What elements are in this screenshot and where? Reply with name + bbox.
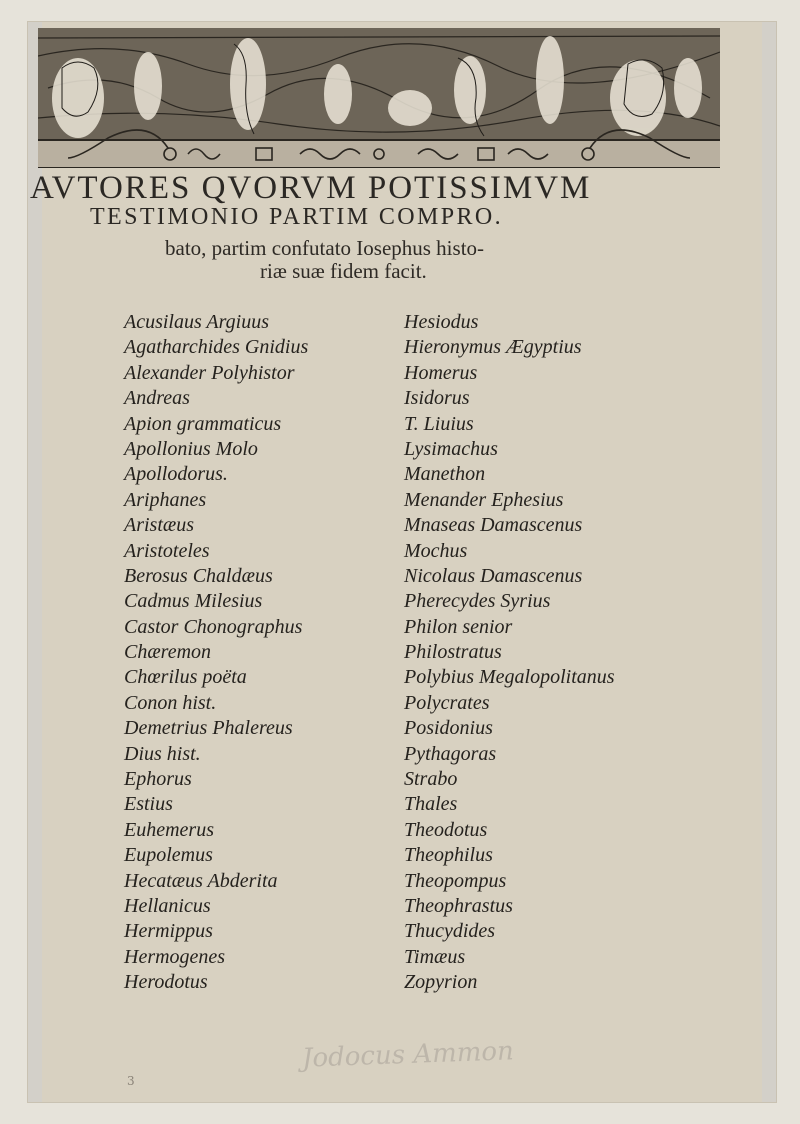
list-item: Hermogenes [124, 945, 226, 968]
list-item: Menander Ephesius [404, 488, 564, 511]
list-item: Apollodorus. [124, 463, 228, 486]
list-item: Timæus [404, 945, 466, 968]
list-item: Hieronymus Ægyptius [404, 336, 582, 359]
list-item: Polybius Megalopolitanus [404, 666, 615, 689]
list-item: Estius [124, 793, 173, 816]
list-item: Hesiodus [404, 311, 479, 333]
list-item: Mochus [404, 539, 468, 562]
list-item: Chæremon [124, 641, 212, 664]
list-item: Nicolaus Damascenus [404, 564, 583, 587]
list-item: Castor Chonographus [124, 615, 303, 638]
list-item: Pythagoras [404, 742, 497, 765]
list-item: Aristæus [124, 514, 195, 537]
paper-edge-right [762, 22, 776, 1102]
list-item: Theodotus [404, 818, 488, 841]
list-item: Dius hist. [124, 742, 201, 765]
list-item: Theophrastus [404, 894, 513, 917]
heading-line-2: TESTIMONIO PARTIM COMPRO. [90, 204, 504, 230]
list-item: Philostratus [404, 641, 502, 664]
list-item: Apollonius Molo [124, 437, 258, 460]
list-item: Manethon [404, 463, 486, 486]
list-item: Theopompus [404, 869, 507, 892]
author-list-right [404, 310, 615, 996]
list-item: Thucydides [404, 920, 496, 943]
list-item: Theophilus [404, 844, 493, 867]
list-item: Thales [404, 793, 458, 816]
list-item: Hellanicus [124, 894, 211, 917]
list-item: Eupolemus [124, 844, 213, 867]
list-item: Andreas [124, 387, 190, 410]
list-item: Mnaseas Damascenus [404, 514, 583, 537]
list-item: Cadmus Milesius [124, 590, 263, 613]
list-item: Hecatæus Abderita [124, 869, 278, 892]
list-item: Isidorus [404, 387, 470, 410]
list-item: Pherecydes Syrius [404, 590, 551, 613]
list-item: Conon hist. [124, 691, 217, 714]
list-item: Ariphanes [124, 488, 207, 511]
heading-line-1: AVTORES QVORVM POTISSIMVM [30, 170, 592, 206]
list-item: Homerus [404, 361, 478, 384]
list-item: Chœrilus poëta [124, 666, 247, 689]
heading-line-4: riæ suæ fidem facit. [260, 259, 427, 283]
collector-signature: Jodocus Ammon [301, 1036, 515, 1074]
list-item: Zopyrion [404, 971, 478, 994]
list-item: Berosus Chaldæus [124, 564, 273, 587]
list-item: Hermippus [124, 920, 213, 943]
author-list-left [124, 310, 308, 996]
heading-line-3: bato, partim confutato Iosephus histo- [165, 236, 485, 260]
list-item: Polycrates [404, 691, 490, 714]
list-item: Lysimachus [404, 437, 498, 460]
page-mark: 3 [127, 1074, 135, 1088]
list-item: Acusilaus Argiuus [124, 311, 270, 333]
list-item: Philon senior [404, 615, 513, 638]
list-item: Posidonius [404, 717, 493, 740]
list-item: Alexander Polyhistor [124, 361, 295, 384]
list-item: Strabo [404, 768, 458, 791]
list-item: Euhemerus [124, 818, 214, 841]
list-item: Apion grammaticus [124, 412, 282, 435]
list-item: Herodotus [124, 971, 208, 994]
woodcut-header-illustration [38, 28, 720, 168]
woodcut-header-icon [38, 28, 720, 168]
list-item: Ephorus [124, 768, 192, 791]
list-item: Aristoteles [124, 539, 210, 562]
list-item: T. Liuius [404, 412, 474, 435]
list-item: Demetrius Phalereus [124, 717, 293, 740]
list-item: Agatharchides Gnidius [124, 336, 309, 359]
